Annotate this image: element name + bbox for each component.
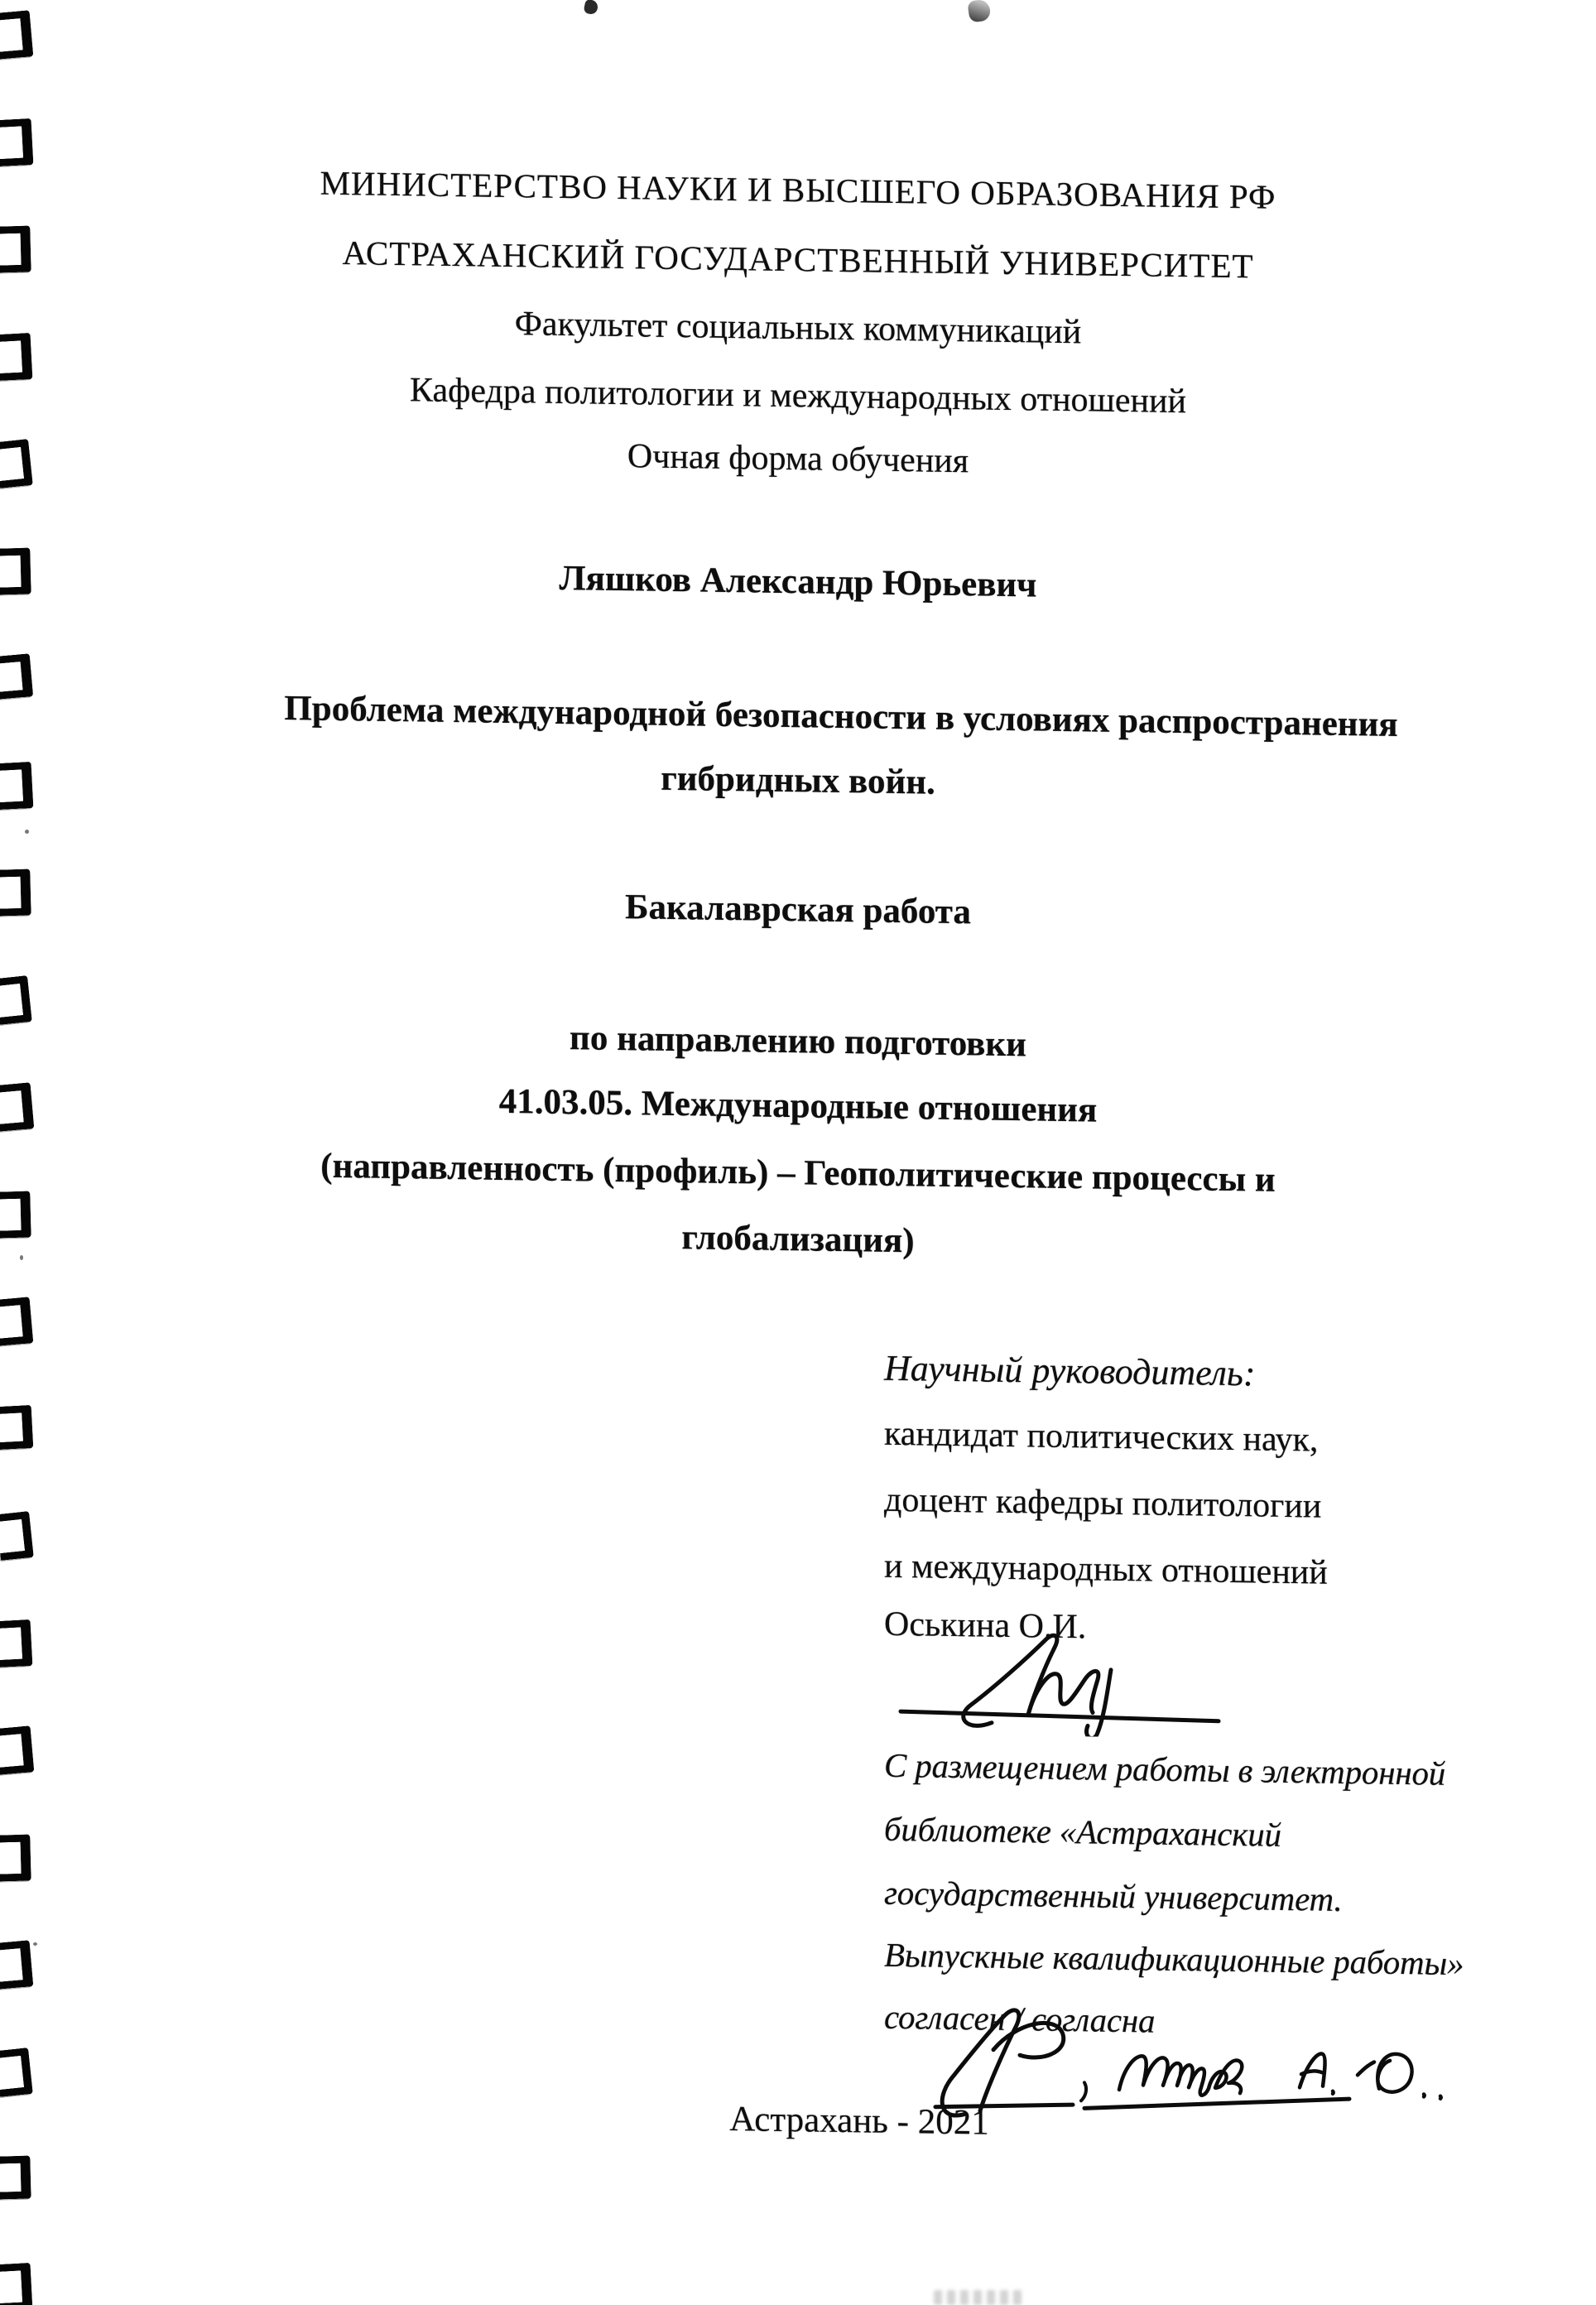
binding-edge: [0, 0, 58, 2305]
binding-hole-mark: [0, 1191, 31, 1239]
binding-hole-mark: [0, 439, 33, 488]
binding-hole-mark: [0, 869, 31, 917]
work-type: Бакалаврская работа: [625, 888, 971, 932]
program-line-4: глобализация): [681, 1218, 915, 1261]
consent-line-1: С размещением работы в электронной: [884, 1745, 1446, 1793]
binding-hole-mark: [0, 1835, 31, 1882]
binding-hole-mark: [0, 1619, 32, 1667]
binding-hole-mark: [0, 2263, 32, 2305]
thesis-title-line-1: Проблема международной безопасности в условиях распространения: [284, 689, 1398, 744]
consent-line-5: согласен / согласна: [884, 1997, 1156, 2040]
supervisor-position: доцент кафедры политологии: [884, 1480, 1322, 1526]
supervisor-name: Оськина О.И.: [884, 1605, 1087, 1647]
consent-line-2: библиотеке «Астраханский: [884, 1809, 1281, 1854]
student-signature: [911, 2005, 1457, 2134]
consent-line-3: государственный университет.: [884, 1873, 1343, 1918]
supervisor-signature: [894, 1630, 1225, 1739]
binding-hole-mark: [0, 1297, 33, 1345]
binding-hole-mark: [0, 1082, 34, 1131]
university-line: АСТРАХАНСКИЙ ГОСУДАРСТВЕННЫЙ УНИВЕРСИТЕТ: [342, 233, 1254, 286]
program-line-3: (направленность (профиль) – Геополитические процессы и: [320, 1146, 1276, 1200]
binding-hole-mark: [0, 333, 32, 381]
thesis-title-line-2: гибридных войн.: [661, 758, 935, 802]
binding-hole-mark: [0, 118, 33, 166]
binding-hole-mark: [0, 1511, 34, 1561]
binding-hole-mark: [0, 653, 33, 699]
binding-hole-mark: [0, 10, 33, 59]
supervisor-department: и международных отношений: [884, 1547, 1328, 1592]
binding-hole-mark: [0, 975, 32, 1025]
binding-hole-mark: [0, 2048, 33, 2097]
supervisor-degree: кандидат политических наук,: [884, 1414, 1319, 1460]
scan-smudge: [934, 2290, 1026, 2305]
binding-hole-mark: [0, 1725, 34, 1774]
document-content: [116, 0, 1480, 2305]
ministry-line: МИНИСТЕРСТВО НАУКИ И ВЫСШЕГО ОБРАЗОВАНИЯ РФ: [320, 163, 1276, 216]
study-form-line: Очная форма обучения: [627, 437, 969, 481]
binding-hole-mark: [0, 1940, 33, 1989]
consent-line-4: Выпускные квалификационные работы»: [884, 1935, 1464, 1983]
city-year: Астрахань - 2021: [729, 2099, 989, 2143]
binding-hole-mark: [0, 1405, 33, 1450]
program-line-1: по направлению подготовки: [570, 1018, 1026, 1065]
binding-hole-mark: [0, 2156, 31, 2200]
supervisor-label: Научный руководитель:: [884, 1347, 1256, 1394]
faculty-line: Факультет социальных коммуникаций: [514, 305, 1082, 352]
department-line: Кафедра политологии и международных отношений: [410, 371, 1186, 421]
author-name: Ляшков Александр Юрьевич: [559, 558, 1037, 605]
binding-hole-mark: [0, 762, 33, 810]
binding-hole-mark: [0, 548, 31, 595]
program-line-2: 41.03.05. Международные отношения: [498, 1081, 1098, 1130]
binding-hole-mark: [0, 226, 31, 273]
